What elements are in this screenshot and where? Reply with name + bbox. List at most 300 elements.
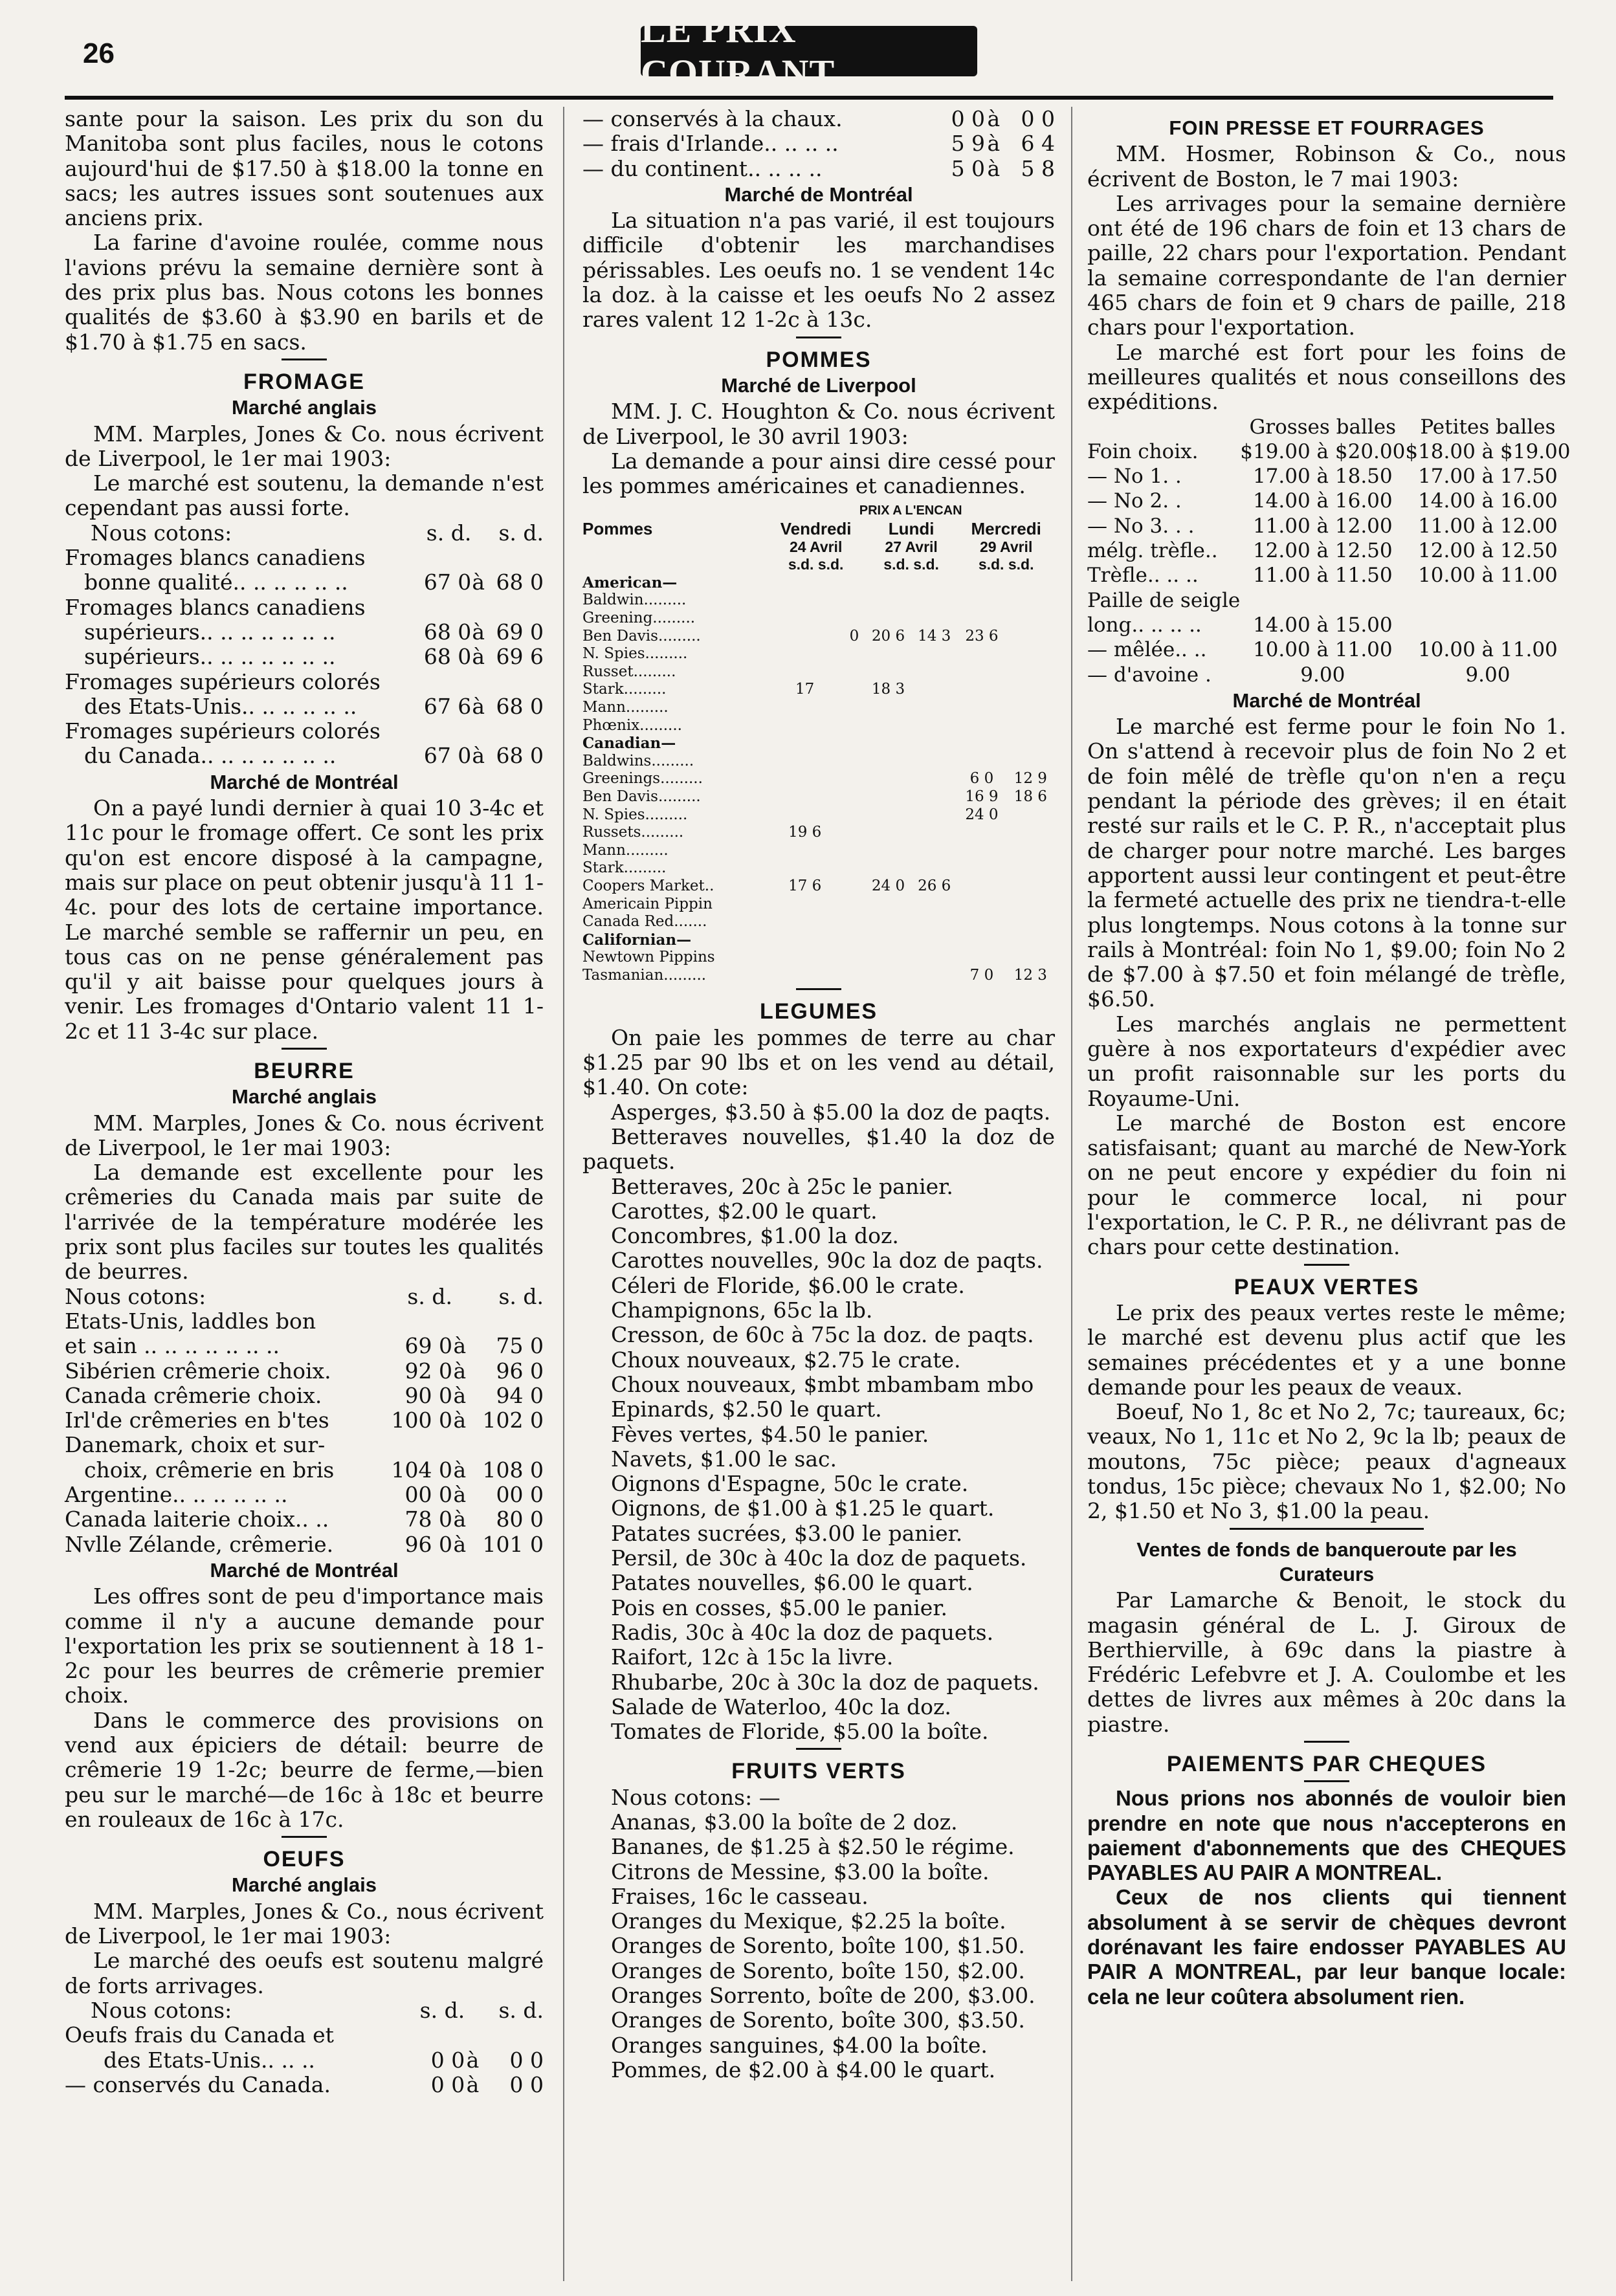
table-cell: à bbox=[453, 1507, 467, 1532]
paragraph: MM. Marples, Jones & Co. nous écrivent de Liverpool, le 1er mai 1903: bbox=[65, 1110, 544, 1160]
table-cell bbox=[911, 663, 957, 681]
table-cell bbox=[1006, 610, 1055, 628]
list-item: Oranges sanguines, $4.00 la boîte. bbox=[611, 2032, 988, 2058]
table-row bbox=[65, 1532, 544, 1557]
table-cell: s.d. s.d. bbox=[978, 556, 1034, 573]
table-cell bbox=[843, 842, 865, 860]
section-divider bbox=[282, 359, 327, 360]
table-cell: Grosses balles bbox=[1249, 415, 1397, 439]
foin-rows bbox=[1087, 439, 1571, 687]
table-cell: Canada laiterie choix.. .. bbox=[65, 1507, 329, 1532]
table-cell bbox=[1006, 628, 1055, 646]
table-cell: à bbox=[453, 1457, 467, 1483]
paragraph: Le marché est fort pour les foins de meilleures qualités et nous conseillons des expéditions. bbox=[1087, 339, 1566, 415]
table-cell: 0 0 bbox=[509, 2047, 544, 2073]
list-item: Oignons d'Espagne, 50c le crate. bbox=[611, 1471, 969, 1497]
section-divider bbox=[1230, 1528, 1424, 1530]
table-cell bbox=[911, 699, 957, 717]
table-cell: Newtown Pippins bbox=[582, 949, 715, 966]
table-cell bbox=[957, 591, 1006, 610]
subheading-marche-liverpool: Marché de Liverpool bbox=[721, 373, 916, 397]
table-cell: 17.00 à 18.50 bbox=[1252, 465, 1393, 489]
table-cell bbox=[865, 931, 911, 949]
list-item: Carottes, $2.00 le quart. bbox=[611, 1198, 878, 1224]
section-title-beurre: BEURRE bbox=[254, 1058, 355, 1083]
table-cell bbox=[843, 859, 865, 878]
table-cell bbox=[1006, 753, 1055, 771]
table-cell: 16 9 bbox=[965, 788, 999, 805]
table-cell: Nous cotons: bbox=[91, 520, 232, 546]
table-cell: Paille de seigle bbox=[1087, 588, 1241, 612]
list-item: Rhubarbe, 20c à 30c la doz de paquets. bbox=[611, 1669, 1039, 1695]
subheading-marche-anglais: Marché anglais bbox=[232, 1873, 377, 1897]
table-cell: 69 0 bbox=[496, 619, 544, 645]
table-row bbox=[582, 859, 1055, 878]
table-cell bbox=[766, 717, 843, 735]
table-cell bbox=[452, 1433, 467, 1457]
table-cell bbox=[843, 645, 865, 663]
table-cell: des Etats-Unis.. .. .. .. .. .. bbox=[84, 693, 357, 719]
table-cell bbox=[452, 1309, 467, 1334]
table-cell: bonne qualité.. .. .. .. .. .. bbox=[84, 569, 348, 595]
section-divider bbox=[796, 337, 841, 338]
table-cell bbox=[911, 770, 957, 788]
table-cell: 68 0 bbox=[496, 743, 544, 769]
table-cell: Vendredi bbox=[780, 519, 852, 539]
table-cell: — No 3. . . bbox=[1087, 514, 1195, 538]
table-cell bbox=[1405, 613, 1570, 637]
table-cell bbox=[1006, 806, 1055, 824]
table-row bbox=[582, 717, 1055, 735]
table-cell bbox=[471, 719, 485, 744]
table-cell: à bbox=[472, 619, 485, 645]
price-table-foin bbox=[1087, 415, 1571, 687]
column-divider bbox=[1071, 107, 1072, 2281]
table-cell bbox=[957, 734, 1006, 753]
table-row bbox=[1087, 588, 1571, 613]
table-cell bbox=[843, 610, 865, 628]
paragraph: Le marché est ferme pour le foin No 1. On s'attend à recevoir plus de foin No 2 et de foin mêlé de trèfle qu'on n'en a reçu pendant la période des grèves; il en était resté sur rails et le C. P. R., n'acceptait plus de charger pour notre marché. Les barges apportent aussi leur contingent et peut-être la fermeté actuelle des prix ne tiendra-t-elle plus longtemps. Nous cotons à la tonne sur rails à Montréal: foin No 1, $9.00; foin No 2 de $7.00 à $7.50 et foin mélangé de trèfle, $6.50. bbox=[1087, 714, 1566, 1012]
table-cell bbox=[865, 824, 911, 842]
table-row bbox=[65, 1384, 544, 1408]
table-row bbox=[582, 157, 1055, 181]
table-cell: 7 0 bbox=[969, 966, 994, 984]
table-cell bbox=[843, 878, 865, 896]
table-row bbox=[582, 734, 1055, 753]
table-cell: Etats-Unis, laddles bon bbox=[65, 1308, 316, 1334]
table-cell: — mêlée.. .. bbox=[1087, 638, 1207, 662]
table-cell: et sain .. .. .. .. .. .. .. bbox=[65, 1333, 280, 1359]
table-cell: s. d. bbox=[498, 1283, 544, 1309]
table-cell bbox=[1006, 913, 1055, 931]
table-cell: 75 0 bbox=[496, 1333, 544, 1359]
table-cell bbox=[865, 645, 911, 663]
section-divider bbox=[796, 988, 841, 990]
paragraph: La situation n'a pas varié, il est toujours difficile d'obtenir les marchandises périssables. Les oeufs no. 1 se vendent 14c la doz. à la caisse et les oeufs No 2 assez rares valent 12 1-2c à 13c. bbox=[582, 208, 1055, 333]
column-3 bbox=[1087, 107, 1571, 2009]
section-divider bbox=[1304, 1741, 1349, 1743]
table-cell: Petites balles bbox=[1420, 415, 1556, 439]
table-row bbox=[1087, 663, 1571, 687]
table-cell bbox=[766, 931, 843, 949]
table-cell bbox=[766, 734, 843, 753]
table-cell: Baldwins......... bbox=[582, 752, 694, 769]
table-cell: — No 1. . bbox=[1087, 465, 1182, 489]
section-title-fruits-verts: FRUITS VERTS bbox=[731, 1759, 906, 1784]
masthead-logo: LE PRIX COURANT bbox=[641, 26, 977, 76]
table-cell bbox=[1006, 717, 1055, 735]
table-cell bbox=[843, 681, 865, 699]
table-cell bbox=[865, 753, 911, 771]
table-cell bbox=[843, 770, 865, 788]
table-row bbox=[1087, 538, 1571, 563]
table-row bbox=[582, 591, 1055, 610]
price-table-beurre bbox=[65, 1285, 544, 1557]
section-title-pommes: POMMES bbox=[766, 347, 872, 372]
paragraph: Le marché est soutenu, la demande n'est cependant pas aussi forte. bbox=[65, 470, 544, 521]
table-cell: Ben Davis......... bbox=[582, 627, 701, 645]
table-cell: 24 Avril bbox=[789, 538, 843, 555]
table-cell: 68 0 bbox=[496, 569, 544, 595]
table-row bbox=[65, 1458, 544, 1483]
list-item: Fraises, 16c le casseau. bbox=[611, 1883, 869, 1909]
table-cell: 69 6 bbox=[496, 644, 544, 670]
table-cell: 10.00 à 11.00 bbox=[1418, 638, 1558, 662]
table-cell: Stark......... bbox=[582, 681, 667, 698]
table-row bbox=[1087, 489, 1571, 513]
table-cell bbox=[485, 595, 544, 620]
table-cell: 69 0 bbox=[404, 1333, 452, 1359]
table-cell: à bbox=[987, 155, 1001, 181]
table-cell bbox=[467, 1433, 544, 1457]
table-cell bbox=[911, 788, 957, 806]
table-cell: 18 6 bbox=[1013, 788, 1047, 805]
list-item: Céleri de Floride, $6.00 le crate. bbox=[611, 1272, 965, 1298]
list-item: Cresson, de 60c à 75c la doz. de paqts. bbox=[611, 1322, 1034, 1348]
price-table-oeufs-cont bbox=[582, 107, 1055, 181]
table-cell: supérieurs.. .. .. .. .. .. .. bbox=[84, 644, 336, 670]
table-cell: 0 0 bbox=[1021, 106, 1055, 131]
table-cell bbox=[911, 859, 957, 878]
table-cell: Nvlle Zélande, crêmerie. bbox=[65, 1531, 334, 1557]
table-row bbox=[65, 719, 544, 744]
price-table-oeufs bbox=[65, 1998, 544, 2097]
table-cell: des Etats-Unis.. .. .. bbox=[104, 2047, 315, 2073]
table-cell: 11.00 à 11.50 bbox=[1252, 564, 1393, 588]
table-cell bbox=[957, 896, 1006, 914]
table-cell: American— bbox=[582, 573, 678, 591]
table-cell: 5 9 bbox=[951, 131, 986, 157]
table-cell bbox=[865, 663, 911, 681]
table-cell: Trèfle.. .. .. bbox=[1087, 564, 1199, 588]
table-cell bbox=[911, 753, 957, 771]
table-cell bbox=[376, 1433, 452, 1457]
table-cell: Californian— bbox=[582, 931, 692, 949]
table-cell: Mann......... bbox=[582, 841, 669, 859]
table-cell bbox=[465, 2023, 481, 2048]
table-row bbox=[65, 670, 544, 694]
table-cell bbox=[911, 842, 957, 860]
table-row bbox=[65, 546, 544, 570]
table-cell: — d'avoine . bbox=[1087, 663, 1212, 687]
table-cell: 29 Avril bbox=[979, 538, 1033, 555]
table-cell bbox=[413, 546, 471, 570]
table-cell bbox=[843, 913, 865, 931]
paragraph: Le marché des oeufs est soutenu malgré de forts arrivages. bbox=[65, 1948, 544, 1998]
table-cell: à bbox=[472, 693, 485, 719]
table-cell: 68 0 bbox=[423, 644, 472, 670]
table-row bbox=[65, 2023, 544, 2048]
table-cell: à bbox=[466, 2047, 480, 2073]
table-cell bbox=[766, 591, 843, 610]
table-cell bbox=[865, 967, 911, 985]
table-cell bbox=[1006, 591, 1055, 610]
table-cell bbox=[957, 878, 1006, 896]
table-row bbox=[65, 1433, 544, 1457]
table-cell bbox=[843, 699, 865, 717]
list-item: Ananas, $3.00 la boîte de 2 doz. bbox=[611, 1809, 958, 1835]
table-cell: 102 0 bbox=[482, 1407, 544, 1433]
table-row bbox=[582, 131, 1055, 156]
column-2 bbox=[582, 107, 1055, 2082]
paragraph: Le prix des peaux vertes reste le même; le marché est devenu plus actif que les semaines précédentes et y a une bonne demande pour les peaux de veaux. bbox=[1087, 1299, 1566, 1400]
list-item: Persil, de 30c à 40c la doz de paquets. bbox=[611, 1545, 1027, 1571]
table-cell: Greening......... bbox=[582, 610, 696, 627]
table-cell: 23 6 bbox=[965, 627, 999, 645]
table-cell: Nous cotons: bbox=[65, 1283, 206, 1309]
table-cell: 11.00 à 12.00 bbox=[1418, 514, 1558, 538]
list-item: Oignons, de $1.00 à $1.25 le quart. bbox=[611, 1496, 995, 1521]
table-row bbox=[1087, 637, 1571, 662]
paragraph: Les marchés anglais ne permettent guère à nos exportateurs d'expédier avec un profit raisonnable sur les ports du Royaume-Uni. bbox=[1087, 1011, 1566, 1111]
notice-paragraph: Nous prions nos abonnés de vouloir bien prendre en note que nous n'accepterons en paiement d'abonnements que des CHEQUES PAYABLES AU PAIR A MONTREAL. bbox=[1087, 1786, 1566, 1885]
table-header bbox=[65, 1285, 544, 1309]
table-cell bbox=[766, 770, 843, 788]
table-cell: 68 0 bbox=[496, 693, 544, 719]
table-cell: 12.00 à 12.50 bbox=[1418, 539, 1558, 563]
paragraph: Par Lamarche & Benoit, le stock du magasin général de L. J. Giroux de Berthierville, à 69c dans la piastre à Frédéric Lefebvre et J. A. Coulombe et les dettes de livres aux mêmes à 20c dans la piastre. bbox=[1087, 1587, 1566, 1737]
list-item: Choux nouveaux, $2.75 le crate. bbox=[611, 1347, 961, 1373]
table-header bbox=[582, 538, 1055, 557]
table-row bbox=[582, 770, 1055, 788]
table-cell bbox=[1006, 878, 1055, 896]
section-title-ventes: Ventes de fonds de banqueroute par les Curateurs bbox=[1136, 1538, 1517, 1585]
table-cell bbox=[766, 699, 843, 717]
table-cell bbox=[766, 806, 843, 824]
table-cell bbox=[471, 595, 485, 620]
table-cell: choix, crêmerie en bris bbox=[84, 1457, 335, 1483]
column-1 bbox=[65, 107, 544, 2097]
list-item: Epinards, $2.50 le quart. bbox=[611, 1396, 882, 1422]
table-row bbox=[65, 694, 544, 719]
table-cell bbox=[957, 842, 1006, 860]
table-cell: 6 0 bbox=[969, 770, 994, 788]
table-cell: 80 0 bbox=[496, 1507, 544, 1532]
table-cell bbox=[865, 699, 911, 717]
table-cell: Fromages blancs canadiens bbox=[65, 545, 366, 571]
table-cell bbox=[1006, 896, 1055, 914]
table-cell: Stark......... bbox=[582, 859, 667, 877]
table-cell bbox=[911, 591, 957, 610]
table-row bbox=[582, 878, 1055, 896]
paragraph: Dans le commerce des provisions on vend aux épiciers de détail: beurre de crêmerie 19 1-2c; beurre de ferme,—bien peu sur le marché—de 16c à 18c et beurre en rouleaux de 16c à 17c. bbox=[65, 1707, 544, 1832]
table-cell bbox=[766, 967, 843, 985]
table-cell: 19 6 bbox=[788, 824, 822, 841]
table-cell bbox=[957, 681, 1006, 699]
section-divider bbox=[1304, 1264, 1349, 1266]
list-item: Oranges du Mexique, $2.25 la boîte. bbox=[611, 1908, 1006, 1934]
table-cell bbox=[1006, 824, 1055, 842]
column-divider bbox=[563, 107, 564, 2281]
table-cell bbox=[1006, 859, 1055, 878]
table-cell: — conservés à la chaux. bbox=[582, 106, 843, 131]
table-cell bbox=[843, 824, 865, 842]
paragraph: On paie les pommes de terre au char $1.25 par 90 lbs et on les vend au détail, $1.40. On cote: bbox=[582, 1024, 1055, 1100]
table-cell bbox=[911, 806, 957, 824]
table-cell bbox=[582, 502, 766, 520]
table-row bbox=[582, 663, 1055, 681]
section-title-legumes: LEGUMES bbox=[759, 999, 878, 1024]
table-cell: Mann......... bbox=[582, 698, 669, 716]
table-cell: 10.00 à 11.00 bbox=[1418, 564, 1558, 588]
table-cell bbox=[485, 719, 544, 744]
table-cell: $19.00 à $20.00 bbox=[1240, 439, 1406, 463]
table-cell: 96 0 bbox=[496, 1358, 544, 1384]
paragraph: Les offres sont de peu d'importance mais comme il n'y a aucune demande pour l'exportation les prix se soutiennent à 18 1-2c pour les beurres de crêmerie premier choix. bbox=[65, 1584, 544, 1708]
table-cell bbox=[1006, 734, 1055, 753]
table-cell bbox=[471, 546, 485, 570]
fruits-list bbox=[582, 1810, 1055, 2082]
table-cell: — conservés du Canada. bbox=[65, 2071, 331, 2097]
table-cell bbox=[1006, 574, 1055, 592]
table-cell: 9.00 bbox=[1465, 663, 1511, 687]
table-cell: 78 0 bbox=[404, 1507, 452, 1532]
table-row bbox=[582, 753, 1055, 771]
table-cell bbox=[865, 949, 911, 967]
section-title-foin: FOIN PRESSE ET FOURRAGES bbox=[1169, 116, 1485, 139]
table-cell: du Canada.. .. .. .. .. .. .. bbox=[84, 743, 337, 769]
list-item: Asperges, $3.50 à $5.00 la doz de paqts. bbox=[611, 1099, 1051, 1125]
list-item: Carottes nouvelles, 90c la doz de paqts. bbox=[611, 1248, 1043, 1274]
table-row bbox=[582, 842, 1055, 860]
table-cell bbox=[1087, 415, 1240, 439]
list-item: Salade de Waterloo, 40c la doz. bbox=[611, 1694, 951, 1719]
table-cell: 0 0 bbox=[430, 2047, 465, 2073]
table-cell: s.d. s.d. bbox=[788, 556, 844, 573]
list-item: Navets, $1.00 le sac. bbox=[611, 1446, 837, 1472]
table-cell: à bbox=[472, 743, 485, 769]
table-cell bbox=[1006, 699, 1055, 717]
table-cell: — No 2. . bbox=[1087, 489, 1182, 513]
table-row bbox=[65, 645, 544, 669]
table-cell bbox=[485, 546, 544, 570]
paragraph: La demande a pour ainsi dire cessé pour les pommes américaines et canadiennes. bbox=[582, 448, 1055, 499]
table-cell bbox=[843, 931, 865, 949]
table-cell: à bbox=[466, 2071, 480, 2097]
table-cell bbox=[843, 591, 865, 610]
table-cell: à bbox=[453, 1333, 467, 1359]
table-cell: Russet......... bbox=[582, 663, 676, 680]
table-cell: Irl'de crêmeries en b'tes bbox=[65, 1407, 329, 1433]
table-cell bbox=[1240, 588, 1405, 613]
table-cell: à bbox=[453, 1531, 467, 1557]
table-cell: 92 0 bbox=[404, 1358, 452, 1384]
list-item: Betteraves, 20c à 25c le panier. bbox=[611, 1173, 953, 1199]
table-cell: — frais d'Irlande.. .. .. .. bbox=[582, 131, 839, 157]
legumes-list bbox=[582, 1100, 1055, 1745]
table-cell bbox=[911, 734, 957, 753]
table-cell bbox=[865, 842, 911, 860]
table-cell bbox=[376, 1309, 452, 1334]
table-row bbox=[65, 1483, 544, 1507]
table-cell bbox=[911, 574, 957, 592]
table-cell bbox=[1006, 663, 1055, 681]
table-cell: 24 0 bbox=[871, 877, 905, 894]
table-cell bbox=[957, 574, 1006, 592]
table-cell: 67 0 bbox=[423, 569, 472, 595]
table-cell: 0 bbox=[849, 627, 859, 645]
table-cell bbox=[957, 913, 1006, 931]
table-cell bbox=[843, 788, 865, 806]
table-cell bbox=[766, 628, 843, 646]
table-cell bbox=[865, 734, 911, 753]
section-divider bbox=[796, 1748, 841, 1750]
table-cell: mélg. trèfle.. bbox=[1087, 539, 1218, 563]
table-cell: 20 6 bbox=[871, 627, 905, 645]
table-row bbox=[1087, 613, 1571, 637]
paragraph: Nous cotons: — bbox=[611, 1784, 780, 1810]
table-row bbox=[582, 699, 1055, 717]
table-cell bbox=[1405, 588, 1570, 613]
list-item: Bananes, de $1.25 à $2.50 le régime. bbox=[611, 1834, 1015, 1860]
table-cell: 10.00 à 11.00 bbox=[1252, 638, 1393, 662]
table-cell: 12 3 bbox=[1013, 966, 1047, 984]
paragraph: Le marché de Boston est encore satisfaisant; quant au marché de New-York on ne peut encore y expédier du foin ni pour le commerce local, ni pour l'exportation, le C. P. R., ne délivrant pas de chars pour cette destination. bbox=[1087, 1110, 1566, 1260]
table-cell: 101 0 bbox=[482, 1531, 544, 1557]
paragraph: MM. Marples, Jones & Co. nous écrivent de Liverpool, le 1er mai 1903: bbox=[65, 421, 544, 471]
table-cell bbox=[957, 824, 1006, 842]
table-cell bbox=[1006, 931, 1055, 949]
table-cell: 67 6 bbox=[423, 693, 472, 719]
table-cell: N. Spies......... bbox=[582, 806, 688, 823]
list-item: Raifort, 12c à 15c la livre. bbox=[611, 1644, 894, 1670]
table-cell: 12 9 bbox=[1013, 770, 1047, 788]
table-cell bbox=[865, 913, 911, 931]
page-number: 26 bbox=[83, 38, 115, 69]
table-cell bbox=[865, 717, 911, 735]
table-row bbox=[65, 1408, 544, 1433]
table-row bbox=[1087, 464, 1571, 489]
table-cell bbox=[413, 670, 471, 694]
table-row bbox=[65, 1507, 544, 1532]
table-cell: 14.00 à 16.00 bbox=[1418, 489, 1558, 513]
table-cell: Americain Pippin bbox=[582, 895, 713, 912]
table-cell bbox=[471, 521, 485, 546]
price-table-pommes bbox=[582, 502, 1055, 984]
intro-paragraph-1: sante pour la saison. Les prix du son du Manitoba sont plus faciles, nous le cotons aujourd'hui de $17.50 à $18.00 la tonne en sacs; les autres issues sont soutenues aux anciens prix. bbox=[65, 106, 544, 231]
table-cell bbox=[766, 663, 843, 681]
table-cell: PRIX A L'ENCAN bbox=[859, 503, 962, 518]
notice-paragraph: Ceux de nos clients qui tiennent absolument à se servir de chèques devront dorénavant les faire endosser PAYABLES AU PAIR A MONTREAL, par leur banque locale: cela ne leur coûtera absolument rien. bbox=[1087, 1885, 1566, 2009]
section-divider bbox=[282, 1048, 327, 1050]
table-cell: Canadian— bbox=[582, 734, 676, 753]
table-cell bbox=[452, 1285, 467, 1309]
table-header bbox=[582, 556, 1055, 574]
intro-paragraph-2: La farine d'avoine roulée, comme nous l'avions prévu la semaine dernière sont à des prix plus bas. Nous cotons les bonnes qualités de $3.60 à $3.90 en barils et de $1.70 à $1.75 en sacs. bbox=[65, 230, 544, 355]
table-cell bbox=[911, 949, 957, 967]
table-cell: 67 0 bbox=[423, 743, 472, 769]
table-cell bbox=[843, 753, 865, 771]
